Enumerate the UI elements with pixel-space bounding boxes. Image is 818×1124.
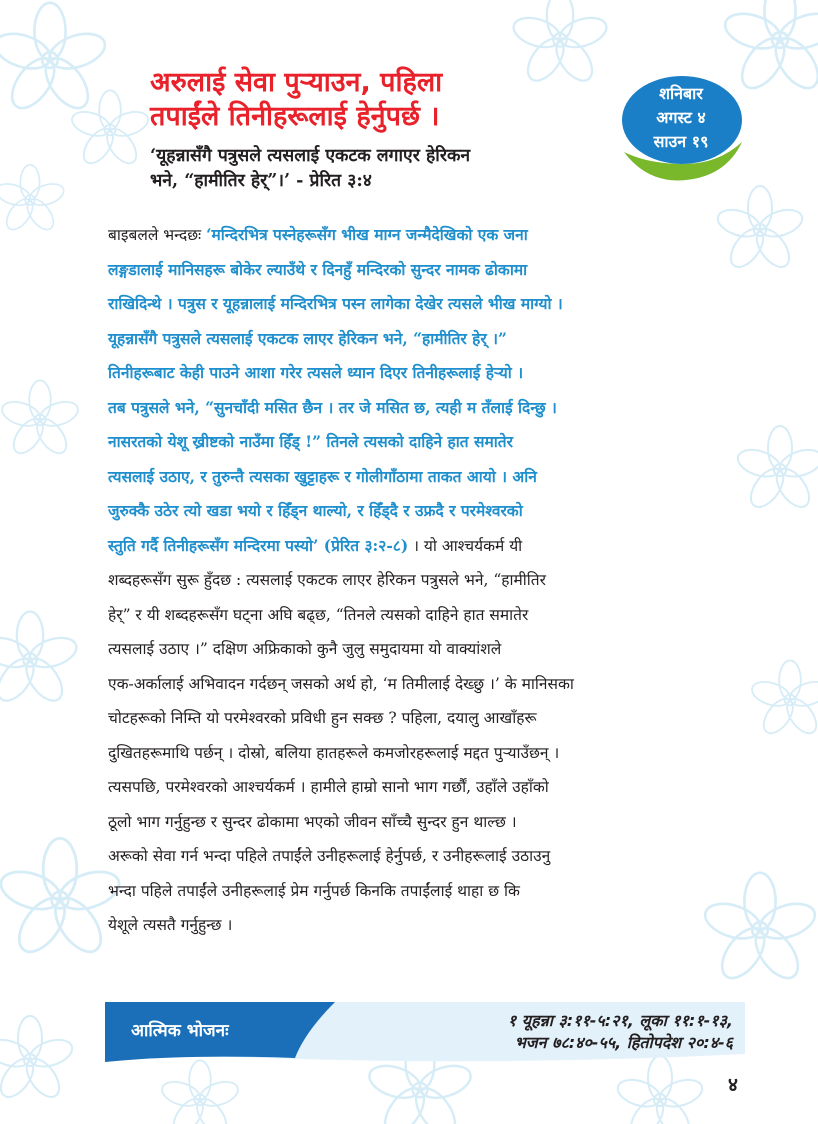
body-line: अरूको सेवा गर्न भन्दा पहिले तपाईंले उनीहरूलाई हेर्नुपर्छ, र उनीहरूलाई उठाउनु: [108, 847, 551, 865]
scripture-quote: तिनीहरूबाट केही पाउने आशा गरेर त्यसले ध्यान दिएर तिनीहरूलाई हेऱ्यो ।: [108, 363, 524, 382]
body-line: त्यसलाई उठाए ।” दक्षिण अफ्रिकाको कुनै जुलु समुदायमा यो वाक्यांशले: [108, 640, 502, 658]
scripture-quote: लङ्गडालाई मानिसहरू बोकेर ल्याउँथे र दिनहुँ मन्दिरको सुन्दर नामक ढोकामा: [108, 259, 528, 279]
body-line: भन्दा पहिले तपाईंले उनीहरूलाई प्रेम गर्नुपर्छ किनकि तपाईंलाई थाहा छ कि: [108, 881, 520, 900]
title-line-1: अरुलाई सेवा पुऱ्याउन, पहिला: [150, 67, 443, 98]
body-line: शब्दहरूसँग सुरू हुँदछ : त्यसलाई एकटक लाएर हेरिकन पत्रुसले भने, “हामीतिर: [108, 571, 546, 589]
date-english: अगस्ट ४: [656, 108, 706, 127]
page-number: ४: [728, 1074, 738, 1096]
scripture-quote: स्तुति गर्दै तिनीहरूसँग मन्दिरमा पस्यो’ (प्रेरित ३:२-८): [108, 535, 409, 555]
key-verse: [150, 144, 620, 194]
body-line: चोटहरूको निम्ति यो परमेश्वरको प्रविधी हुन सक्छ ? पहिला, दयालु आखाँहरू: [108, 709, 537, 727]
scripture-quote: यूहन्नासँगै पत्रुसले त्यसलाई एकटक लाएर हेरिकन भने, “हामीतिर हेर् ।”: [108, 328, 507, 348]
reading-refs-line-2: भजन ७८:४०-५५, हितोपदेश २०:४-६: [514, 1033, 733, 1052]
date-day: शनिबार: [659, 84, 703, 103]
scripture-quote: त्यसलाई उठाए, र तुरुन्तै त्यसका खुट्टाहरू र गोलीगाँठामा ताकत आयो । अनि: [108, 466, 537, 486]
body-line: ठूलो भाग गर्नुहुन्छ र सुन्दर ढोकामा भएको जीवन साँच्चै सुन्दर हुन थाल्छ ।: [108, 812, 517, 831]
body-line: एक-अर्कालाई अभिवादन गर्दछन् जसको अर्थ हो, ‘म तिमीलाई देख्छु ।’ के मानिसका: [108, 674, 574, 693]
scripture-quote: जुरुक्कै उठेर त्यो खडा भयो र हिँड्न थाल्यो, र हिँड्दै र उफ्रदै र परमेश्वरको: [108, 501, 523, 520]
spiritual-food-label: आत्मिक भोजनः: [131, 1021, 229, 1041]
date-nepali: साउन १९: [653, 132, 709, 151]
devotional-body: [108, 218, 748, 943]
body-line: येशूले त्यसतै गर्नुहुन्छ ।: [108, 916, 233, 934]
scripture-quote: राखिदिन्थे । पत्रुस र यूहन्नालाई मन्दिरभित्र पस्न लागेका देखेर त्यसले भीख माग्यो ।: [108, 294, 563, 313]
page-title: [150, 66, 590, 134]
date-badge: [618, 72, 748, 184]
body-line: त्यसपछि, परमेश्वरको आश्चर्यकर्म । हामीले हाम्रो सानो भाग गर्छौं, उहाँले उहाँको: [108, 778, 549, 796]
scripture-quote: ‘मन्दिरभित्र पस्नेहरूसँग भीख माग्न जन्मैदेखिको एक जना: [206, 225, 528, 244]
scripture-quote: तब पत्रुसले भने, “सुनचाँदी मसित छैन । तर जे मसित छ, त्यही म तँलाई दिन्छु ।: [108, 397, 557, 417]
scripture-quote: नासरतको येशू ख्रीष्टको नाउँमा हिँड् !” तिनले त्यसको दाहिने हात समातेर: [108, 432, 513, 451]
body-line: [108, 529, 748, 564]
verse-line-2: भने, “हामीतिर हेर्”।’ - प्रेरित ३:४: [150, 171, 372, 191]
body-line: दुखितहरूमाथि पर्छन् । दोस्रो, बलिया हातहरूले कमजोरहरूलाई मद्दत पुऱ्याउँछन् ।: [108, 743, 560, 762]
body-line: हेर्” र यी शब्दहरूसँग घट्ना अघि बढ्छ, “तिनले त्यसको दाहिने हात समातेर: [108, 605, 529, 624]
body-text-segment: । यो आश्चर्यकर्म यी: [408, 536, 523, 555]
reading-references: [508, 1010, 733, 1054]
reading-refs-line-1: १ यूहन्ना ३:११-५:२१, लूका ११:१-१३,: [507, 1011, 733, 1030]
verse-line-1: ‘यूहन्नासँगै पत्रुसले त्यसलाई एकटक लगाएर हेरिकन: [150, 146, 471, 166]
title-line-2: तपाईंले तिनीहरूलाई हेर्नुपर्छ ।: [150, 101, 440, 132]
body-intro: बाइबलले भन्दछः: [108, 226, 207, 244]
body-line: [108, 218, 748, 253]
spiritual-food-bar: [105, 996, 745, 1066]
